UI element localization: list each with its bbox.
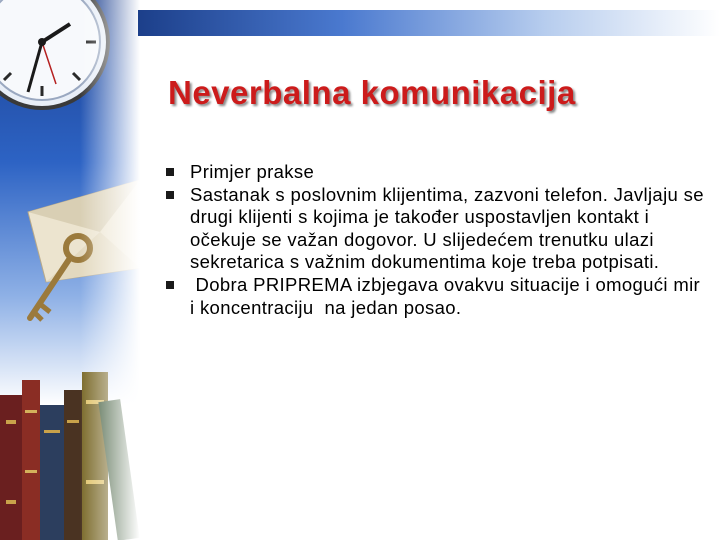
- slide-title: Neverbalna komunikacija: [168, 74, 576, 111]
- bullet-square-icon: [166, 281, 174, 289]
- bullet-text: Sastanak s poslovnim klijentima, zazvoni telefon. Javljaju se drugi klijenti s kojima je također uspostavljen kontakt i očekuje se važan dogovor. U slijedećem trenutku ulazi sekretarica s važnim dokumentima koje treba potpisati.: [190, 183, 704, 273]
- bullet-square-icon: [166, 191, 174, 199]
- left-fade: [80, 0, 140, 540]
- bullet-square-icon: [166, 168, 174, 176]
- bullet-list: [166, 161, 706, 319]
- top-banner: [138, 10, 720, 36]
- bullet-item: [166, 274, 706, 319]
- bullet-text: Primjer prakse: [190, 161, 315, 182]
- bullet-item: [166, 184, 706, 274]
- bullet-text: Dobra PRIPREMA izbjegava ovakvu situacije i omogući mir i koncentraciju na jedan posao.: [190, 273, 706, 318]
- left-decoration: [0, 0, 140, 540]
- bullet-item: [166, 161, 706, 184]
